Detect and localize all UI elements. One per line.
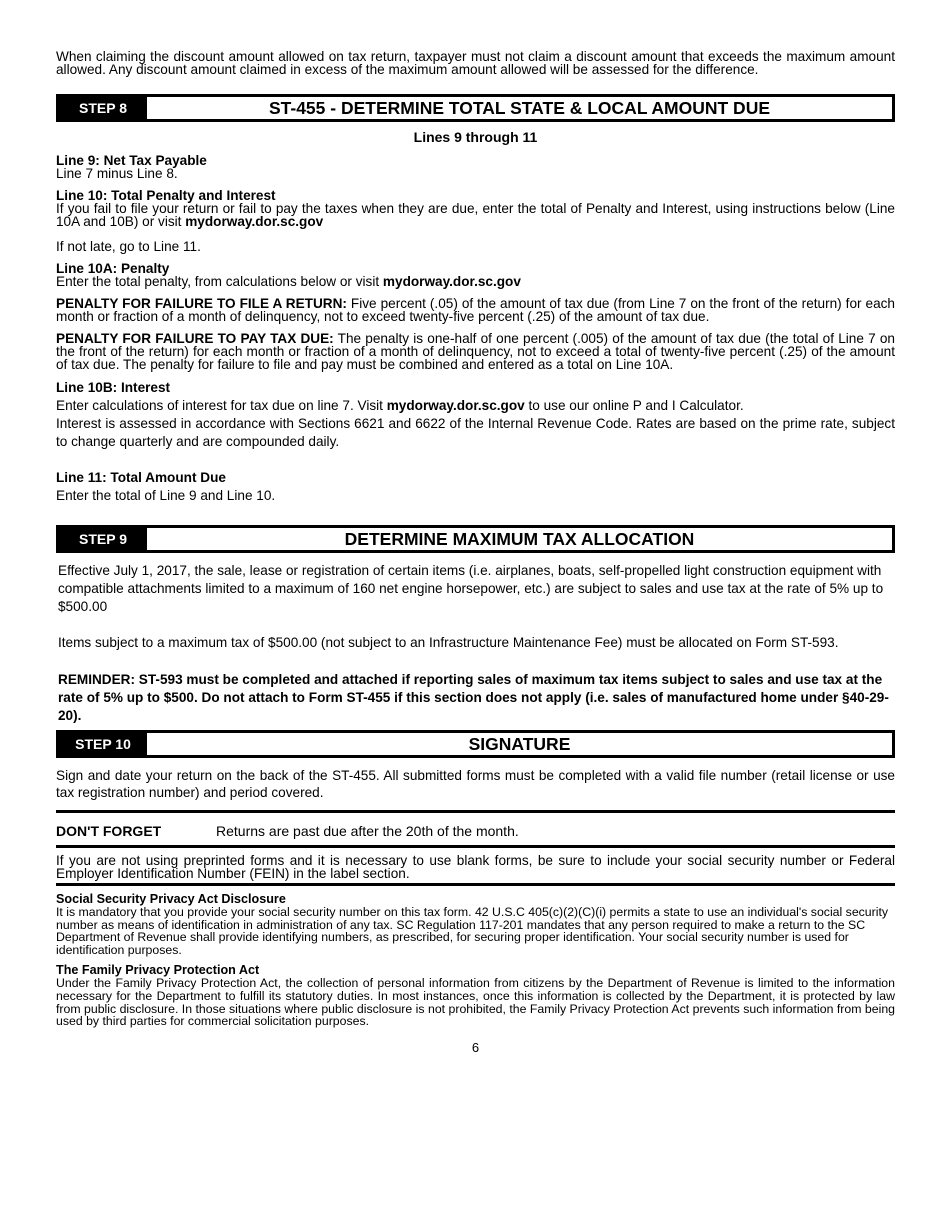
step10-label: STEP 10 [59,733,147,755]
step9-paragraph2: Items subject to a maximum tax of $500.00 (not subject to an Infrastructure Maintenance Fee) must be allocated on Form ST-593. [58,635,839,650]
penalty-file-text: Five percent (.05) of the amount of tax due (from Line 7 on the front of the return) for each month or fraction of a month of delinquency, not to exceed twenty-five percent (.25) of the amount of tax due. [56,296,895,324]
step8-subtitle: Lines 9 through 11 [413,129,538,145]
line9-text: Line 7 minus Line 8. [56,166,178,181]
step10-header [56,730,895,758]
line10a-text: Enter the total penalty, from calculations below or visit [56,274,383,289]
line10-text: If you fail to file your return or fail to pay the taxes when they are due, enter the total of Penalty and Interest, using instructions below (Line 10A and 10B) or visit [56,201,895,229]
ssn-disclosure-heading: Social Security Privacy Act Disclosure [56,892,286,906]
line10a-website-link[interactable]: mydorway.dor.sc.gov [382,274,521,289]
family-privacy-text: Under the Family Privacy Protection Act, the collection of personal information from citizens by the Department of Revenue is limited to the information necessary for the Department to fulfill its statutory duties. In most instances, once this information is collected by the Department, it is protected by law from public disclosure. In those situations where public disclosure is not prohibited, the Family Privacy Protection Act prevents such information from being used by third parties for commercial solicitation purposes. [56,976,895,1029]
step8-header [56,94,895,122]
step8-label: STEP 8 [59,97,147,119]
intro-paragraph: When claiming the discount amount allowed on tax return, taxpayer must not claim a discount amount that exceeds the maximum amount allowed. Any discount amount claimed in excess of the maximum amount allowed will be assessed for the difference. [56,49,895,77]
step10-text: Sign and date your return on the back of the ST-455. All submitted forms must be completed with a valid file number (retail license or use tax registration number) and period covered. [56,768,895,800]
dont-forget-row [56,823,895,839]
step9-title: DETERMINE MAXIMUM TAX ALLOCATION [344,529,695,549]
penalty-file-paragraph [56,297,895,323]
line10b-interest-text: Interest is assessed in accordance with Sections 6621 and 6622 of the Internal Revenue Code. Rates are based on the prime rate, subject to change quarterly and are compounded daily. [56,416,895,449]
step8-title: ST-455 - DETERMINE TOTAL STATE & LOCAL AMOUNT DUE [268,98,771,118]
family-privacy-heading: The Family Privacy Protection Act [56,963,260,978]
step9-body [56,562,895,725]
page-number: 6 [471,1039,480,1055]
divider [56,883,895,886]
line11-heading: Line 11: Total Amount Due [56,470,226,485]
step10-title: SIGNATURE [468,734,571,754]
penalty-file-heading: PENALTY FOR FAILURE TO FILE A RETURN: [56,296,347,311]
divider [56,810,895,813]
line10b-heading: Line 10B: Interest [56,380,171,395]
line10b-website-link[interactable]: mydorway.dor.sc.gov [386,398,525,413]
step9-paragraph1: Effective July 1, 2017, the sale, lease or registration of certain items (i.e. airplanes, boats, self-propelled light construction equipment with compatible attachments limited to a maximum of 160 net engine horsepower, etc.) are subject to sales and use tax at the rate of 5% up to $500.00 [58,563,884,614]
not-late-text: If not late, go to Line 11. [56,239,201,254]
line10-heading: Line 10: Total Penalty and Interest [56,188,276,203]
divider [56,845,895,848]
dont-forget-text: Returns are past due after the 20th of the month. [216,823,519,839]
line9-heading: Line 9: Net Tax Payable [56,153,207,168]
line10b-text1: Enter calculations of interest for tax due on line 7. Visit [56,398,387,413]
blank-forms-text: If you are not using preprinted forms and it is necessary to use blank forms, be sure to include your social security number or Federal Employer Identification Number (FEIN) in the label section. [56,853,895,881]
dont-forget-label: DON'T FORGET [56,823,162,839]
line10a-heading: Line 10A: Penalty [56,261,170,276]
penalty-pay-text: The penalty is one-half of one percent (.005) of the amount of tax due (the total of Line 7 on the front of the return) for each month or fraction of a month of delinquency, not to exceed a total of twenty-five percent (.25) of the amount of tax due. The penalty for failure to file and pay must be combined and entered as a total on Line 10A. [56,331,895,372]
line10a-paragraph [56,275,895,288]
step9-header [56,525,895,553]
line11-text: Enter the total of Line 9 and Line 10. [56,488,276,503]
line10b-text2: to use our online P and I Calculator. [524,398,744,413]
step9-label: STEP 9 [59,528,147,550]
line10b-paragraph [56,397,895,415]
penalty-pay-paragraph [56,332,895,371]
line10-paragraph [56,202,895,228]
page [56,50,895,1055]
step9-reminder: REMINDER: ST-593 must be completed and attached if reporting sales of maximum tax items subject to sales and use tax at the rate of 5% up to $500. Do not attach to Form ST-455 if this section does not apply (i.e. sales of manufactured home under §40-29-20). [58,672,889,723]
penalty-pay-heading: PENALTY FOR FAILURE TO PAY TAX DUE: [56,331,334,346]
line10-website-link[interactable]: mydorway.dor.sc.gov [185,214,324,229]
ssn-disclosure-text: It is mandatory that you provide your social security number on this tax form. 42 U.S.C 405(c)(2)(C)(i) permits a state to use an individual's social security number as means of identification in administration of any tax. SC Regulation 117-201 mandates that any person required to make a return to the SC Department of Revenue shall provide identifying numbers, as prescribed, for securing proper identification. Your social security number is used for identification purposes. [56,905,889,957]
